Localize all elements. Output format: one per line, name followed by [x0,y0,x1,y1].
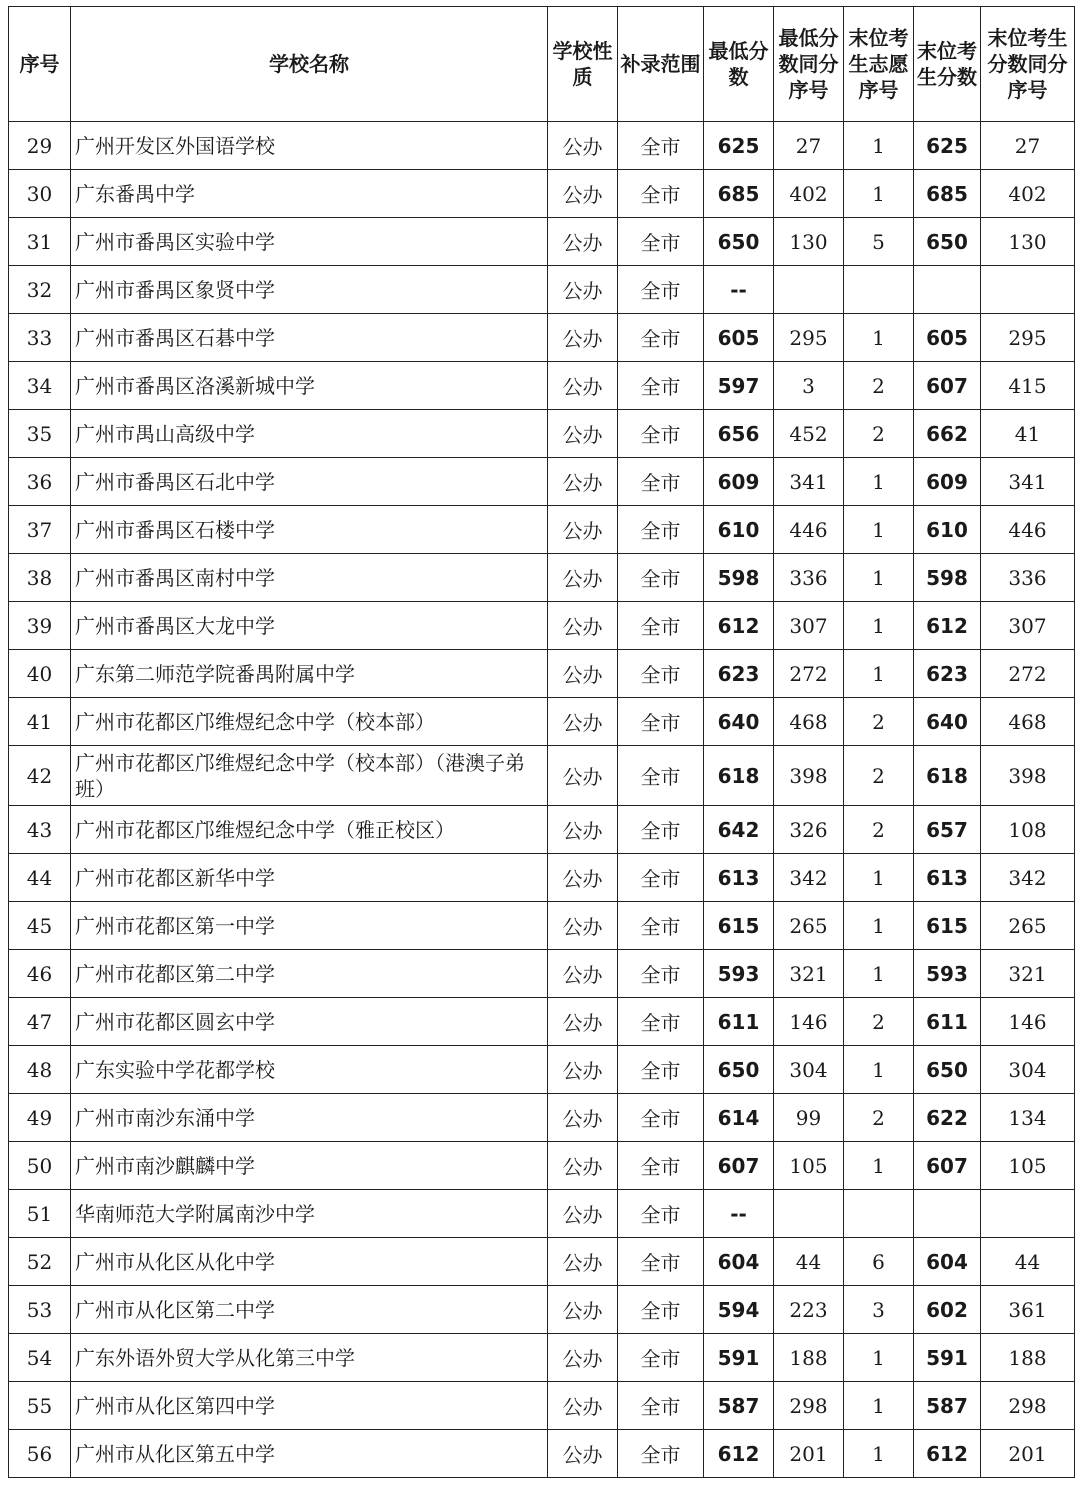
cell-seq: 32 [9,266,71,314]
cell-school-name: 广东实验中学花都学校 [71,1046,548,1094]
cell-last-score: 640 [914,698,981,746]
cell-seq: 45 [9,902,71,950]
cell-school-name: 广州开发区外国语学校 [71,122,548,170]
cell-school-nature: 公办 [548,950,618,998]
table-row [9,1334,1075,1382]
cell-min-score: 650 [704,218,774,266]
cell-school-name: 广州市花都区邝维煜纪念中学（校本部） [71,698,548,746]
cell-scope: 全市 [618,998,704,1046]
cell-min-rank: 398 [774,746,844,806]
cell-school-name: 广州市番禺区实验中学 [71,218,548,266]
table-row [9,362,1075,410]
cell-seq: 34 [9,362,71,410]
cell-school-nature: 公办 [548,806,618,854]
cell-school-name: 广州市番禺区石碁中学 [71,314,548,362]
cell-min-rank: 307 [774,602,844,650]
header-last-rank: 末位考生分数同分序号 [981,7,1075,122]
admission-score-table [8,6,1075,1478]
cell-last-pref: 1 [844,1430,914,1478]
cell-last-score [914,1190,981,1238]
table-row [9,170,1075,218]
cell-school-nature: 公办 [548,854,618,902]
cell-school-name: 广州市南沙麒麟中学 [71,1142,548,1190]
cell-min-score: 612 [704,602,774,650]
table-row [9,854,1075,902]
cell-min-rank: 130 [774,218,844,266]
cell-min-rank: 272 [774,650,844,698]
cell-last-score: 604 [914,1238,981,1286]
table-row [9,806,1075,854]
cell-last-score: 615 [914,902,981,950]
cell-last-score: 625 [914,122,981,170]
cell-scope: 全市 [618,314,704,362]
cell-school-name: 广州市花都区新华中学 [71,854,548,902]
cell-min-rank: 336 [774,554,844,602]
cell-last-score: 650 [914,218,981,266]
cell-last-pref: 1 [844,854,914,902]
cell-min-score: 610 [704,506,774,554]
cell-school-name: 华南师范大学附属南沙中学 [71,1190,548,1238]
cell-min-rank: 223 [774,1286,844,1334]
cell-last-pref: 2 [844,998,914,1046]
cell-last-pref: 1 [844,506,914,554]
cell-seq: 42 [9,746,71,806]
cell-last-pref: 1 [844,950,914,998]
header-min-score: 最低分数 [704,7,774,122]
cell-last-rank: 468 [981,698,1075,746]
table-row [9,314,1075,362]
cell-seq: 49 [9,1094,71,1142]
cell-min-rank: 298 [774,1382,844,1430]
cell-min-rank [774,1190,844,1238]
cell-min-score: 594 [704,1286,774,1334]
cell-last-score: 622 [914,1094,981,1142]
cell-last-pref: 2 [844,806,914,854]
header-school-nature: 学校性质 [548,7,618,122]
cell-school-nature: 公办 [548,1430,618,1478]
cell-min-rank: 265 [774,902,844,950]
table-row [9,1430,1075,1478]
cell-school-name: 广州市花都区圆玄中学 [71,998,548,1046]
header-last-pref: 末位考生志愿序号 [844,7,914,122]
cell-min-rank: 201 [774,1430,844,1478]
cell-last-score: 587 [914,1382,981,1430]
cell-last-score: 657 [914,806,981,854]
cell-min-score: 591 [704,1334,774,1382]
cell-school-nature: 公办 [548,218,618,266]
header-scope: 补录范围 [618,7,704,122]
cell-seq: 56 [9,1430,71,1478]
cell-last-pref: 1 [844,554,914,602]
cell-seq: 55 [9,1382,71,1430]
cell-school-nature: 公办 [548,1382,618,1430]
cell-school-nature: 公办 [548,1046,618,1094]
cell-min-score: 656 [704,410,774,458]
cell-last-pref: 1 [844,1334,914,1382]
cell-seq: 29 [9,122,71,170]
cell-seq: 47 [9,998,71,1046]
cell-school-name: 广州市花都区邝维煜纪念中学（雅正校区） [71,806,548,854]
table-row [9,1046,1075,1094]
cell-school-nature: 公办 [548,998,618,1046]
cell-school-nature: 公办 [548,1190,618,1238]
cell-seq: 30 [9,170,71,218]
cell-school-name: 广州市南沙东涌中学 [71,1094,548,1142]
cell-last-rank: 201 [981,1430,1075,1478]
cell-school-name: 广州市番禺区象贤中学 [71,266,548,314]
cell-last-pref: 1 [844,650,914,698]
header-last-score: 末位考生分数 [914,7,981,122]
cell-seq: 44 [9,854,71,902]
table-row [9,1190,1075,1238]
cell-school-nature: 公办 [548,650,618,698]
cell-min-rank [774,266,844,314]
table-row [9,554,1075,602]
cell-last-pref: 1 [844,602,914,650]
cell-seq: 48 [9,1046,71,1094]
cell-min-rank: 326 [774,806,844,854]
cell-school-name: 广东番禺中学 [71,170,548,218]
cell-last-score: 613 [914,854,981,902]
cell-scope: 全市 [618,1334,704,1382]
cell-min-rank: 402 [774,170,844,218]
cell-school-name: 广州市花都区邝维煜纪念中学（校本部）（港澳子弟班） [71,746,548,806]
cell-school-name: 广州市花都区第二中学 [71,950,548,998]
table-row [9,458,1075,506]
cell-min-score: 605 [704,314,774,362]
cell-seq: 52 [9,1238,71,1286]
cell-min-rank: 44 [774,1238,844,1286]
cell-last-pref: 2 [844,746,914,806]
cell-scope: 全市 [618,1430,704,1478]
cell-school-nature: 公办 [548,410,618,458]
cell-scope: 全市 [618,218,704,266]
cell-scope: 全市 [618,950,704,998]
cell-school-nature: 公办 [548,122,618,170]
cell-min-rank: 452 [774,410,844,458]
cell-scope: 全市 [618,458,704,506]
cell-last-pref: 1 [844,170,914,218]
cell-min-rank: 304 [774,1046,844,1094]
cell-seq: 54 [9,1334,71,1382]
cell-min-score: 625 [704,122,774,170]
cell-school-name: 广州市番禺区南村中学 [71,554,548,602]
cell-last-score: 612 [914,602,981,650]
cell-last-pref [844,1190,914,1238]
cell-min-score: 597 [704,362,774,410]
cell-scope: 全市 [618,362,704,410]
table-row [9,902,1075,950]
cell-last-pref: 2 [844,698,914,746]
cell-min-score: 623 [704,650,774,698]
table-row [9,950,1075,998]
cell-school-name: 广州市番禺区大龙中学 [71,602,548,650]
cell-last-score: 609 [914,458,981,506]
table-row [9,1382,1075,1430]
cell-seq: 53 [9,1286,71,1334]
cell-school-nature: 公办 [548,506,618,554]
cell-school-nature: 公办 [548,1094,618,1142]
cell-min-score: 611 [704,998,774,1046]
cell-school-nature: 公办 [548,266,618,314]
cell-seq: 39 [9,602,71,650]
cell-seq: 38 [9,554,71,602]
cell-min-score: 593 [704,950,774,998]
cell-school-name: 广州市从化区第四中学 [71,1382,548,1430]
cell-scope: 全市 [618,122,704,170]
cell-scope: 全市 [618,410,704,458]
cell-min-score: 685 [704,170,774,218]
header-min-rank: 最低分数同分序号 [774,7,844,122]
cell-seq: 50 [9,1142,71,1190]
cell-min-rank: 3 [774,362,844,410]
cell-seq: 31 [9,218,71,266]
table-row [9,410,1075,458]
cell-last-score: 593 [914,950,981,998]
cell-school-nature: 公办 [548,458,618,506]
cell-min-score: 604 [704,1238,774,1286]
cell-min-score: -- [704,266,774,314]
cell-school-nature: 公办 [548,362,618,410]
cell-last-pref: 3 [844,1286,914,1334]
cell-min-score: 614 [704,1094,774,1142]
cell-school-nature: 公办 [548,170,618,218]
cell-last-score: 610 [914,506,981,554]
cell-last-pref: 2 [844,362,914,410]
cell-min-rank: 27 [774,122,844,170]
cell-scope: 全市 [618,554,704,602]
header-row [9,7,1075,122]
cell-school-nature: 公办 [548,1286,618,1334]
cell-seq: 51 [9,1190,71,1238]
cell-min-rank: 188 [774,1334,844,1382]
cell-school-nature: 公办 [548,1334,618,1382]
cell-last-score: 607 [914,362,981,410]
cell-scope: 全市 [618,1094,704,1142]
table-row [9,698,1075,746]
cell-scope: 全市 [618,170,704,218]
cell-min-score: 607 [704,1142,774,1190]
cell-seq: 37 [9,506,71,554]
cell-seq: 43 [9,806,71,854]
cell-last-rank [981,1190,1075,1238]
cell-min-score: -- [704,1190,774,1238]
cell-last-rank: 130 [981,218,1075,266]
cell-scope: 全市 [618,854,704,902]
cell-scope: 全市 [618,1286,704,1334]
table-row [9,1142,1075,1190]
table-row [9,266,1075,314]
cell-scope: 全市 [618,806,704,854]
table-row [9,1094,1075,1142]
header-school-name: 学校名称 [71,7,548,122]
cell-last-score: 685 [914,170,981,218]
cell-scope: 全市 [618,1238,704,1286]
cell-school-nature: 公办 [548,602,618,650]
table-row [9,650,1075,698]
table-row [9,746,1075,806]
cell-last-rank: 341 [981,458,1075,506]
cell-school-name: 广州市从化区从化中学 [71,1238,548,1286]
cell-last-rank: 415 [981,362,1075,410]
cell-last-rank: 146 [981,998,1075,1046]
cell-min-score: 613 [704,854,774,902]
cell-last-pref: 2 [844,1094,914,1142]
cell-min-rank: 468 [774,698,844,746]
cell-last-rank [981,266,1075,314]
cell-last-rank: 298 [981,1382,1075,1430]
cell-min-rank: 99 [774,1094,844,1142]
table-row [9,998,1075,1046]
cell-school-name: 广州市番禺区石北中学 [71,458,548,506]
cell-min-rank: 146 [774,998,844,1046]
cell-seq: 46 [9,950,71,998]
cell-last-pref: 1 [844,1382,914,1430]
cell-school-name: 广州市从化区第五中学 [71,1430,548,1478]
cell-scope: 全市 [618,1382,704,1430]
table-row [9,506,1075,554]
cell-last-rank: 134 [981,1094,1075,1142]
cell-last-pref: 6 [844,1238,914,1286]
cell-seq: 33 [9,314,71,362]
cell-last-pref: 1 [844,1142,914,1190]
cell-last-score: 602 [914,1286,981,1334]
cell-last-rank: 41 [981,410,1075,458]
cell-scope: 全市 [618,1190,704,1238]
cell-seq: 36 [9,458,71,506]
cell-last-pref [844,266,914,314]
cell-last-score: 591 [914,1334,981,1382]
cell-last-score: 611 [914,998,981,1046]
table-row [9,218,1075,266]
cell-min-score: 640 [704,698,774,746]
cell-last-rank: 304 [981,1046,1075,1094]
cell-school-nature: 公办 [548,554,618,602]
cell-scope: 全市 [618,1046,704,1094]
cell-min-score: 587 [704,1382,774,1430]
cell-school-nature: 公办 [548,746,618,806]
cell-last-rank: 446 [981,506,1075,554]
table-container [8,6,1075,1478]
cell-scope: 全市 [618,602,704,650]
cell-last-score: 650 [914,1046,981,1094]
cell-min-score: 609 [704,458,774,506]
cell-school-name: 广州市番禺区石楼中学 [71,506,548,554]
cell-last-rank: 27 [981,122,1075,170]
cell-last-score: 607 [914,1142,981,1190]
cell-min-rank: 446 [774,506,844,554]
cell-scope: 全市 [618,1142,704,1190]
cell-min-rank: 321 [774,950,844,998]
cell-seq: 35 [9,410,71,458]
cell-scope: 全市 [618,506,704,554]
cell-scope: 全市 [618,650,704,698]
cell-school-nature: 公办 [548,902,618,950]
cell-school-nature: 公办 [548,1142,618,1190]
cell-school-name: 广州市禺山高级中学 [71,410,548,458]
cell-last-score: 623 [914,650,981,698]
cell-last-rank: 265 [981,902,1075,950]
cell-min-rank: 342 [774,854,844,902]
cell-seq: 40 [9,650,71,698]
cell-scope: 全市 [618,746,704,806]
cell-last-pref: 5 [844,218,914,266]
cell-min-score: 650 [704,1046,774,1094]
table-row [9,122,1075,170]
cell-last-rank: 402 [981,170,1075,218]
cell-last-pref: 2 [844,410,914,458]
cell-last-score [914,266,981,314]
cell-last-rank: 105 [981,1142,1075,1190]
cell-min-score: 612 [704,1430,774,1478]
cell-last-rank: 44 [981,1238,1075,1286]
cell-min-score: 615 [704,902,774,950]
cell-last-rank: 342 [981,854,1075,902]
cell-school-nature: 公办 [548,1238,618,1286]
cell-last-pref: 1 [844,314,914,362]
cell-last-rank: 361 [981,1286,1075,1334]
cell-last-pref: 1 [844,902,914,950]
cell-min-rank: 341 [774,458,844,506]
cell-last-score: 605 [914,314,981,362]
cell-seq: 41 [9,698,71,746]
cell-min-rank: 295 [774,314,844,362]
table-row [9,1286,1075,1334]
cell-school-name: 广州市番禺区洛溪新城中学 [71,362,548,410]
cell-last-rank: 336 [981,554,1075,602]
cell-school-name: 广东第二师范学院番禺附属中学 [71,650,548,698]
cell-min-score: 598 [704,554,774,602]
cell-last-pref: 1 [844,458,914,506]
cell-scope: 全市 [618,698,704,746]
cell-last-score: 618 [914,746,981,806]
table-row [9,602,1075,650]
cell-school-nature: 公办 [548,314,618,362]
cell-last-pref: 1 [844,122,914,170]
cell-school-nature: 公办 [548,698,618,746]
cell-school-name: 广州市从化区第二中学 [71,1286,548,1334]
cell-last-rank: 108 [981,806,1075,854]
cell-last-score: 662 [914,410,981,458]
cell-school-name: 广州市花都区第一中学 [71,902,548,950]
cell-school-name: 广东外语外贸大学从化第三中学 [71,1334,548,1382]
cell-last-rank: 321 [981,950,1075,998]
cell-last-rank: 307 [981,602,1075,650]
cell-last-rank: 295 [981,314,1075,362]
cell-scope: 全市 [618,902,704,950]
cell-min-score: 618 [704,746,774,806]
cell-last-score: 612 [914,1430,981,1478]
cell-last-rank: 272 [981,650,1075,698]
cell-last-rank: 188 [981,1334,1075,1382]
cell-min-rank: 105 [774,1142,844,1190]
cell-scope: 全市 [618,266,704,314]
cell-min-score: 642 [704,806,774,854]
table-row [9,1238,1075,1286]
header-seq: 序号 [9,7,71,122]
cell-last-score: 598 [914,554,981,602]
cell-last-rank: 398 [981,746,1075,806]
table-body [9,122,1075,1478]
cell-last-pref: 1 [844,1046,914,1094]
